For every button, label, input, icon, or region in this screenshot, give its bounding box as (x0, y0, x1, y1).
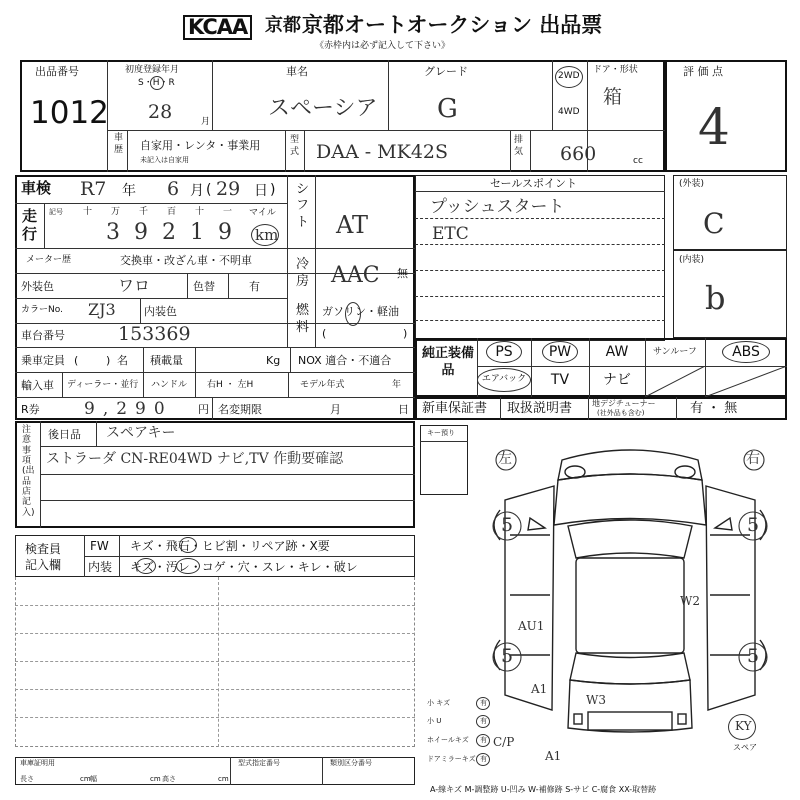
equip-ps: PS (495, 344, 513, 360)
diagram-left: 左 (498, 451, 512, 467)
capacity-open: ( (74, 354, 79, 367)
equip-airbag: エアバック (481, 374, 527, 384)
first-reg-era: S・H・R (138, 78, 175, 88)
repaint-label: 色替 (193, 280, 215, 293)
spare-label: スペア (733, 743, 757, 752)
spare-mark: KY (735, 719, 752, 733)
grade-value: G (437, 94, 458, 124)
equip-tv: TV (550, 372, 570, 388)
tire-fr: 5 (747, 514, 760, 536)
model-label: 型式 (290, 135, 300, 157)
capacity-unit: 名 (117, 354, 128, 367)
type-number-label: 型式指定番号 (238, 759, 280, 767)
equip-abs: ABS (732, 344, 760, 360)
shift-value: AT (336, 211, 369, 239)
model-year-label: モデル年式 (300, 380, 345, 390)
tire-fl: 5 (501, 514, 514, 536)
first-reg-year: 28 (148, 101, 173, 123)
tire-rr: 5 (747, 645, 760, 667)
damage-legend: A-線キズ M-調整跡 U-凹み W-補修跡 S-サビ C-腐食 XX-取替跡 (430, 785, 657, 794)
mileage-sign-label: 記号 (49, 208, 63, 216)
width-unit: cm (150, 775, 161, 783)
tuner-note: (社外品も含む) (597, 409, 645, 417)
equip-sunroof: サンルーフ (653, 347, 697, 357)
later-items-label: 後日品 (48, 428, 81, 441)
displacement-value: 660 (560, 143, 597, 165)
header-note: 《赤枠内は必ず記入して下さい》 (315, 41, 451, 51)
legend-circle-4 (476, 753, 490, 766)
logo-kcaa: KCAA (183, 15, 252, 40)
repaint-value: 有 (249, 280, 260, 293)
history-label: 車歴 (114, 133, 124, 155)
import-dealer: ディーラー・並行 (67, 380, 139, 390)
mileage-digits: 3 9 2 1 9 (106, 220, 232, 245)
recycle-value: 9,290 (84, 399, 173, 419)
legend-mark-1: 有 (480, 699, 487, 707)
int-grade-value: b (705, 279, 726, 317)
mileage-units: 十 万 千 百 十 一 (83, 207, 233, 217)
damage-au1: AU1 (518, 619, 545, 633)
inspection-year: R7 (80, 178, 107, 200)
header-logo (183, 14, 303, 38)
legend-circle-1 (476, 697, 490, 710)
handle-label: ハンドル (151, 380, 188, 390)
equipment-label: 純正装備品 (421, 346, 474, 378)
lot-number-value: 1012 (30, 95, 109, 131)
drive-circle (555, 66, 583, 88)
tuner-label: 地デジチューナー (592, 399, 656, 408)
notes-line-2: ストラーダ CN-RE04WD ナビ,TV 作動要確認 (46, 451, 344, 467)
equip-abs-circle (722, 341, 770, 363)
sales-point-2: ETC (432, 224, 469, 244)
class-number-label: 類別区分番号 (330, 759, 372, 767)
first-reg-month-unit: 月 (201, 117, 211, 127)
color-no-value: ZJ3 (88, 300, 116, 319)
fuel-close: ) (403, 327, 408, 340)
inspection-open: ( (206, 182, 212, 198)
equip-blank-cells (645, 366, 787, 397)
door-value: 箱 (603, 86, 623, 108)
capacity-label: 乗車定員 (21, 354, 65, 367)
legend-mark-2: 有 (480, 717, 487, 725)
first-reg-label: 初度登録年月 (125, 65, 180, 75)
manual-book: 取扱説明書 (507, 401, 573, 416)
sales-point-1: プッシュスタート (430, 197, 565, 217)
car-name-value: スペーシア (268, 96, 378, 121)
int-circle-2 (176, 558, 200, 574)
inspection-day-unit: 日 (254, 183, 268, 199)
int-circle-1 (136, 558, 156, 574)
page-title: 京都オートオークション 出品票 (302, 13, 603, 37)
int-color-label: 内装色 (144, 305, 177, 318)
recycle-unit: 円 (198, 403, 209, 416)
inspector-writing-area (15, 577, 415, 747)
ext-grade-value: C (703, 207, 725, 240)
fw-circle (179, 537, 197, 553)
mileage-unit-label: マイル (249, 208, 276, 218)
height-unit: cm (218, 775, 229, 783)
displacement-label: 排気 (514, 135, 524, 157)
inspection-label: 車検 (21, 179, 52, 197)
inspection-month: 6 (167, 178, 180, 200)
rating-label: 評 価 点 (683, 65, 723, 78)
model-value: DAA - MK42S (316, 141, 449, 163)
fuel-open: ( (322, 327, 327, 340)
load-label: 積載量 (150, 354, 183, 367)
damage-w3: W3 (586, 693, 606, 707)
model-year-unit: 年 (392, 380, 402, 390)
history-note: 未記入は自家用 (140, 156, 189, 164)
damage-a1-rear: A1 (545, 749, 562, 763)
legend-small-scratch: 小 キズ (427, 699, 451, 707)
nox-options: NOX 適合・不適合 (298, 354, 392, 367)
legend-circle-3 (476, 734, 490, 747)
warranty-book: 新車保証書 (422, 401, 488, 416)
inspector-fw-text: キズ・飛石・ヒビ割・リペア跡・X要 (130, 539, 330, 553)
equip-navi: ナビ (603, 372, 631, 388)
aircon-none: 無 (397, 267, 408, 280)
spare-circle (728, 714, 756, 740)
legend-cp: C/P (493, 735, 515, 749)
damage-w2: W2 (680, 594, 700, 608)
color-no-label: カラーNo. (21, 305, 63, 315)
later-items-value: スペアキー (106, 425, 176, 441)
drive-2wd: 2WD (558, 71, 580, 81)
legend-mirror: ドアミラーキズ (427, 755, 476, 763)
lot-number-label: 出品番号 (35, 65, 79, 78)
garage-size-label: 車庫証明用 (20, 759, 55, 767)
int-grade-label: (内装) (679, 255, 705, 265)
equip-pw: PW (548, 344, 572, 360)
import-label: 輸入車 (21, 379, 54, 392)
height-label: 高さ (162, 775, 176, 783)
equip-pw-circle (542, 341, 578, 363)
legend-circle-2 (476, 715, 490, 728)
legend-wheel: ホイールキズ (427, 736, 469, 744)
recycle-label: R券 (21, 403, 40, 416)
displacement-unit: cc (633, 156, 643, 166)
legend-mark-3: 有 (480, 736, 487, 744)
car-diagram (470, 430, 790, 763)
chassis-value: 153369 (118, 323, 191, 345)
diagram-right: 右 (746, 451, 760, 467)
inspection-day: 29 (216, 178, 241, 200)
mileage-unit-value: km (255, 226, 279, 244)
expiry-month-unit: 月 (330, 403, 341, 416)
legend-mark-4: 有 (480, 755, 487, 763)
fuel-circle (345, 302, 361, 326)
fuel-label: 燃料 (296, 303, 310, 335)
length-label: 長さ (20, 775, 34, 783)
ext-grade-label: (外装) (679, 179, 705, 189)
inspector-label: 検査員記入欄 (25, 542, 62, 573)
fuel-options: ガソリン・軽油 (322, 305, 399, 318)
meter-label: メーター歴 (26, 255, 72, 265)
car-name-label: 車名 (286, 65, 308, 78)
aircon-label: 冷房 (296, 257, 310, 289)
km-circle (251, 224, 279, 246)
damage-a1: A1 (531, 682, 548, 696)
inspector-int-text: キズ・汚レ・コゲ・穴・スレ・キレ・破レ (130, 560, 358, 574)
equip-ps-circle (486, 341, 522, 363)
width-label: 幅 (90, 775, 97, 783)
grade-label: グレード (424, 65, 468, 78)
rating-value: 4 (698, 98, 730, 156)
mileage-label: 走行 (22, 207, 38, 243)
ext-color-label: 外装色 (21, 280, 54, 293)
chassis-label: 車台番号 (21, 329, 65, 342)
aircon-value: AAC (331, 263, 380, 288)
handle-options: 右H ・ 左H (207, 380, 254, 390)
door-label: ドア・形状 (593, 65, 638, 75)
expiry-day-unit: 日 (398, 403, 409, 416)
ext-color-value: ワロ (118, 276, 151, 295)
load-unit: Kg (266, 354, 281, 367)
shift-label: シフト (296, 182, 310, 230)
key-label: キー預り (427, 429, 455, 437)
era-circle (150, 76, 164, 90)
notes-label: 注意事項(出品店記入) (22, 425, 35, 518)
equip-airbag-circle (477, 368, 531, 392)
history-options: 自家用・レンタ・事業用 (140, 139, 261, 152)
inspector-int-label: 内装 (88, 560, 113, 574)
expiry-label: 名変期限 (218, 403, 262, 416)
legend-small-dent: 小 U (427, 717, 442, 725)
equip-aw: AW (605, 344, 629, 360)
tuner-yesno: 有 ・ 無 (690, 401, 738, 416)
tire-rl: 5 (501, 645, 514, 667)
meter-options: 交換車・改ざん車・不明車 (120, 254, 252, 267)
inspector-fw-label: FW (90, 539, 109, 553)
capacity-close: ) (106, 354, 111, 367)
drive-4wd: 4WD (558, 107, 580, 117)
inspection-year-unit: 年 (122, 183, 136, 199)
inspection-close: ) (270, 182, 276, 198)
sales-points-label: セールスポイント (490, 177, 578, 190)
inspection-month-unit: 月 (190, 183, 204, 199)
logo-kyoto: 京都 (265, 15, 301, 36)
length-unit: cm (80, 775, 91, 783)
